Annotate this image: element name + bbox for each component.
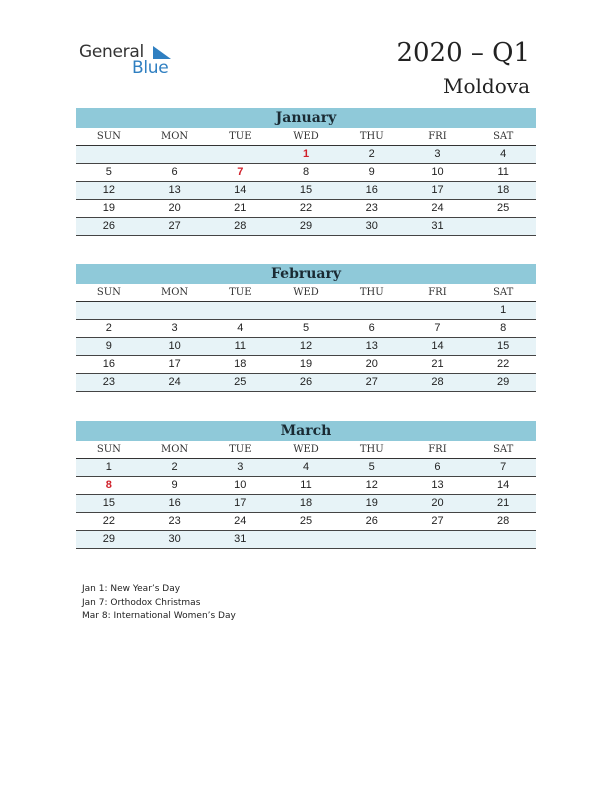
- weekday-header-row: [76, 441, 536, 459]
- day-cell: 20: [365, 358, 378, 370]
- holiday-note: Mar 8: International Women’s Day: [82, 611, 236, 621]
- day-cell: 8: [302, 166, 310, 178]
- week-row: [76, 459, 536, 477]
- week-row: [76, 218, 536, 236]
- weekday-label: FRI: [428, 131, 447, 142]
- day-cell: 4: [302, 461, 310, 473]
- day-cell: [142, 302, 208, 319]
- day-cell: 14: [234, 184, 247, 196]
- brand-logo: [79, 42, 189, 82]
- day-cell: 2: [105, 322, 112, 334]
- holiday-note: Jan 7: Orthodox Christmas: [82, 597, 201, 608]
- day-cell: 23: [102, 376, 115, 388]
- weekday-label: MON: [160, 287, 189, 298]
- day-cell: 18: [299, 497, 313, 509]
- weekday-label: SUN: [96, 444, 121, 455]
- day-cell: 6: [368, 322, 375, 334]
- weekday-label: SAT: [493, 287, 514, 298]
- day-cell: 23: [168, 515, 181, 527]
- holiday-note: Jan 1: New Year’s Day: [82, 584, 181, 594]
- day-cell: 12: [299, 340, 313, 352]
- day-cell: 12: [102, 184, 115, 196]
- day-cell: 6: [434, 461, 441, 473]
- day-cell: [470, 531, 536, 548]
- day-cell: 22: [102, 515, 115, 527]
- day-cell: 3: [237, 461, 244, 473]
- day-cell: 7: [500, 461, 507, 473]
- day-cell: 28: [431, 376, 444, 388]
- day-cell: 13: [168, 184, 181, 196]
- day-cell: 1: [500, 304, 507, 316]
- month-title: February: [76, 264, 536, 284]
- day-cell: 21: [497, 497, 510, 509]
- day-cell: 16: [365, 184, 378, 196]
- day-cell: 20: [168, 202, 181, 214]
- day-cell: 19: [299, 358, 313, 370]
- day-cell: 22: [299, 202, 313, 214]
- day-cell: 10: [234, 479, 247, 491]
- month-calendar-january: [76, 108, 536, 236]
- day-cell: 25: [497, 202, 510, 214]
- day-cell: 28: [497, 515, 510, 527]
- country-name: Moldova: [443, 74, 530, 98]
- month-calendar-february: [76, 264, 536, 392]
- day-cell: 31: [431, 220, 444, 232]
- day-cell: 17: [431, 184, 444, 196]
- weekday-label: MON: [160, 131, 189, 142]
- day-cell: 20: [431, 497, 444, 509]
- day-cell: 4: [500, 148, 507, 160]
- week-row: [76, 164, 536, 182]
- day-cell: [405, 302, 471, 319]
- day-cell: 16: [102, 358, 115, 370]
- weekday-label: FRI: [428, 444, 447, 455]
- day-cell: 28: [234, 220, 247, 232]
- day-cell: 25: [299, 515, 313, 527]
- day-cell: [405, 531, 471, 548]
- day-cell: [273, 302, 339, 319]
- day-cell: 17: [168, 358, 181, 370]
- day-cell: 4: [237, 322, 244, 334]
- month-title: March: [76, 421, 536, 441]
- week-row: [76, 356, 536, 374]
- logo-general-text: General: [79, 42, 144, 62]
- day-cell: 15: [497, 340, 510, 352]
- week-row: [76, 182, 536, 200]
- day-cell: [207, 146, 273, 163]
- week-row: [76, 338, 536, 356]
- logo-blue-text: Blue: [132, 58, 169, 78]
- week-row: [76, 477, 536, 495]
- day-cell: 2: [368, 148, 375, 160]
- day-cell: 18: [234, 358, 247, 370]
- day-cell: 27: [431, 515, 444, 527]
- day-cell: 27: [365, 376, 378, 388]
- day-cell: 21: [431, 358, 444, 370]
- day-cell: 5: [302, 322, 310, 334]
- weekday-label: THU: [359, 131, 384, 142]
- day-cell: 30: [168, 533, 181, 545]
- day-cell: 26: [299, 376, 313, 388]
- day-cell: 22: [497, 358, 510, 370]
- day-cell: [207, 302, 273, 319]
- day-cell: 19: [102, 202, 115, 214]
- month-title: January: [76, 108, 536, 128]
- month-calendar-march: [76, 421, 536, 549]
- day-cell: 14: [431, 340, 444, 352]
- day-cell: 10: [168, 340, 181, 352]
- holiday-day-cell: 8: [105, 479, 112, 491]
- day-cell: 5: [105, 166, 112, 178]
- holiday-day-cell: 1: [302, 148, 310, 160]
- week-row: [76, 374, 536, 392]
- day-cell: 8: [500, 322, 507, 334]
- day-cell: 21: [234, 202, 247, 214]
- week-row: [76, 495, 536, 513]
- day-cell: 9: [368, 166, 375, 178]
- day-cell: 29: [299, 220, 313, 232]
- day-cell: 27: [168, 220, 181, 232]
- day-cell: 29: [497, 376, 510, 388]
- day-cell: 1: [105, 461, 112, 473]
- day-cell: 26: [365, 515, 378, 527]
- day-cell: 15: [299, 184, 313, 196]
- day-cell: 19: [365, 497, 378, 509]
- week-row: [76, 146, 536, 164]
- day-cell: 14: [497, 479, 510, 491]
- day-cell: 12: [365, 479, 378, 491]
- weekday-label: SUN: [96, 287, 121, 298]
- day-cell: [76, 302, 142, 319]
- day-cell: 2: [171, 461, 178, 473]
- day-cell: 24: [431, 202, 444, 214]
- weekday-label: TUE: [229, 287, 252, 298]
- weekday-label: THU: [359, 287, 384, 298]
- day-cell: 11: [300, 479, 312, 491]
- day-cell: 13: [431, 479, 444, 491]
- weekday-header-row: [76, 284, 536, 302]
- weekday-label: WED: [293, 131, 319, 142]
- day-cell: 6: [171, 166, 178, 178]
- day-cell: 26: [102, 220, 115, 232]
- day-cell: 3: [434, 148, 441, 160]
- weekday-label: WED: [293, 444, 319, 455]
- day-cell: 25: [234, 376, 247, 388]
- day-cell: [339, 302, 405, 319]
- day-cell: [76, 146, 142, 163]
- weekday-label: MON: [160, 444, 189, 455]
- day-cell: 23: [365, 202, 378, 214]
- day-cell: 15: [102, 497, 115, 509]
- day-cell: 30: [365, 220, 378, 232]
- day-cell: 3: [171, 322, 178, 334]
- day-cell: [273, 531, 339, 548]
- week-row: [76, 320, 536, 338]
- day-cell: [339, 531, 405, 548]
- weekday-label: THU: [359, 444, 384, 455]
- week-row: [76, 302, 536, 320]
- day-cell: 7: [434, 322, 441, 334]
- week-row: [76, 513, 536, 531]
- day-cell: 11: [497, 166, 509, 178]
- weekday-label: TUE: [229, 131, 252, 142]
- day-cell: 11: [234, 340, 246, 352]
- day-cell: 17: [234, 497, 247, 509]
- weekday-label: WED: [293, 287, 319, 298]
- day-cell: 24: [168, 376, 181, 388]
- week-row: [76, 200, 536, 218]
- day-cell: [142, 146, 208, 163]
- holiday-day-cell: 7: [237, 166, 244, 178]
- weekday-label: SAT: [493, 131, 514, 142]
- weekday-label: FRI: [428, 287, 447, 298]
- day-cell: 5: [368, 461, 375, 473]
- day-cell: 9: [105, 340, 112, 352]
- page-title: 2020 – Q1: [396, 38, 530, 68]
- week-row: [76, 531, 536, 549]
- day-cell: 9: [171, 479, 178, 491]
- day-cell: 18: [497, 184, 510, 196]
- day-cell: 13: [365, 340, 378, 352]
- day-cell: 31: [234, 533, 247, 545]
- day-cell: 16: [168, 497, 181, 509]
- weekday-label: SAT: [493, 444, 514, 455]
- weekday-header-row: [76, 128, 536, 146]
- day-cell: 10: [431, 166, 444, 178]
- holiday-notes: [82, 583, 236, 624]
- day-cell: [470, 218, 536, 235]
- day-cell: 24: [234, 515, 247, 527]
- weekday-label: TUE: [229, 444, 252, 455]
- day-cell: 29: [102, 533, 115, 545]
- weekday-label: SUN: [96, 131, 121, 142]
